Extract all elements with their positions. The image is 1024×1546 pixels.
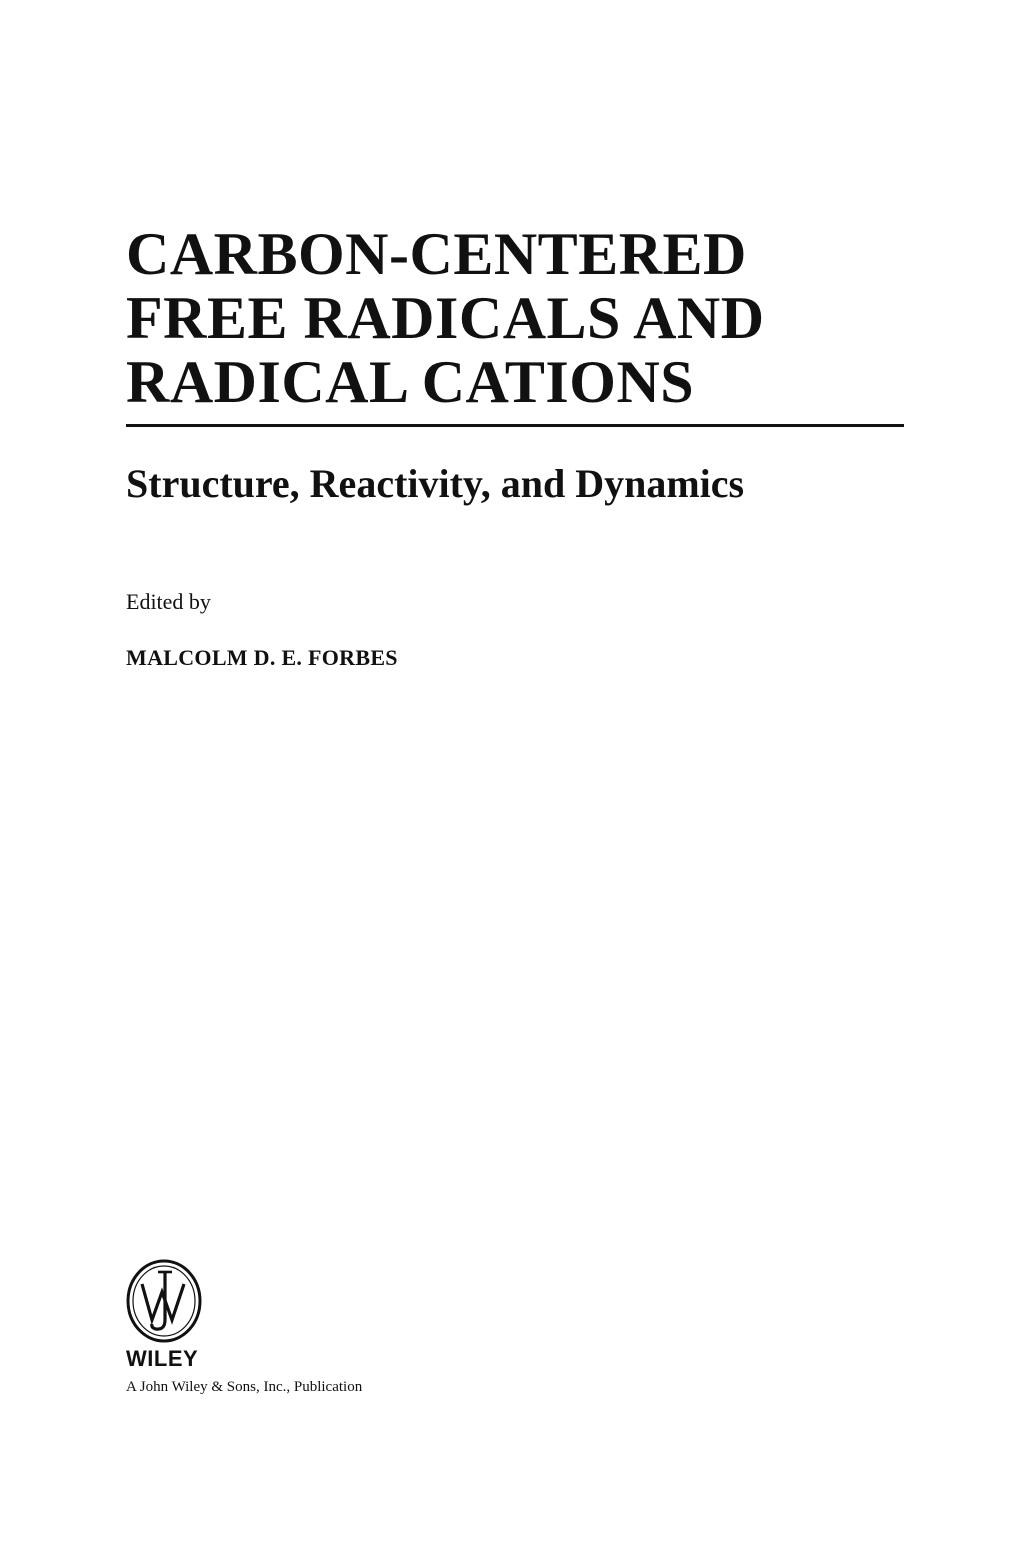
book-subtitle: Structure, Reactivity, and Dynamics (126, 461, 745, 506)
publisher-name: WILEY (126, 1346, 199, 1371)
book-title (126, 222, 906, 414)
book-title-line-1: CARBON-CENTERED (126, 221, 747, 287)
book-title-line-2: FREE RADICALS AND (126, 285, 765, 351)
wiley-seal-logo-icon (124, 1258, 204, 1344)
book-title-line-3: RADICAL CATIONS (126, 349, 695, 415)
publisher-tagline: A John Wiley & Sons, Inc., Publication (126, 1379, 363, 1395)
edited-by-label: Edited by (126, 589, 211, 614)
editor-name: MALCOLM D. E. FORBES (126, 645, 398, 670)
title-divider (126, 424, 904, 427)
